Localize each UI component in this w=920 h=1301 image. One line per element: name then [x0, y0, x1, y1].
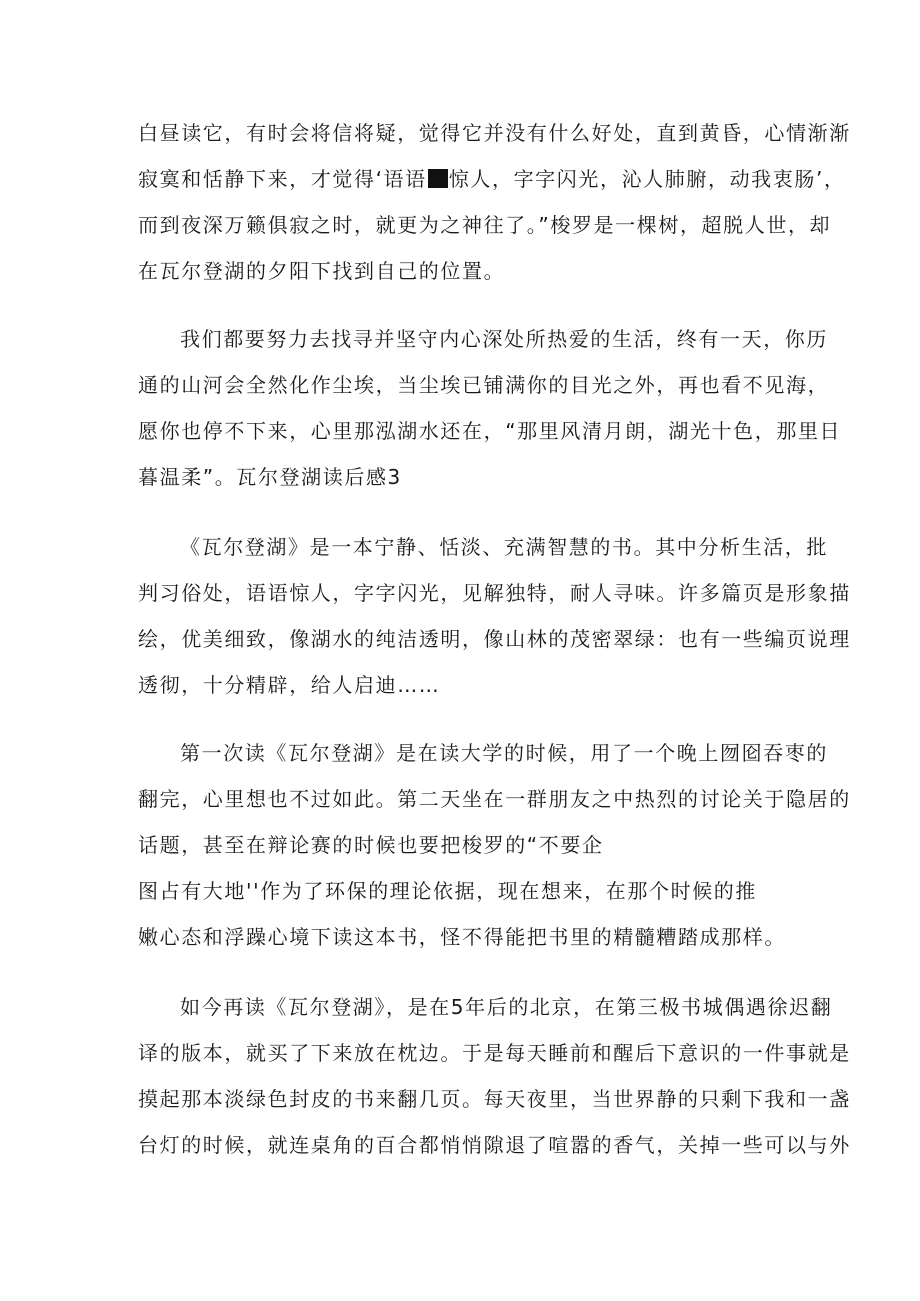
text-line: 通的山河会全然化作尘埃，当尘埃已铺满你的目光之外，再也看不见海， [138, 373, 830, 397]
text-line: 嫩心态和浮躁心境下读这本书，怪不得能把书里的精髓糟踏成那样。 [138, 925, 786, 949]
text-line: 而到夜深万籁俱寂之时，就更为之神往了。”梭罗是一棵树，超脱人世，却 [138, 213, 832, 237]
text-line: 透彻，十分精辟，给人启迪…… [138, 673, 441, 697]
text-line: 暮温柔”。瓦尔登湖读后感3 [138, 465, 402, 489]
text-line: 《瓦尔登湖》是一本宁静、恬淡、充满智慧的书。其中分析生活，批 [180, 535, 828, 559]
text-line: 话题，甚至在辩论赛的时候也要把梭罗的“不要企 [138, 833, 604, 857]
text-line: 摸起那本淡绿色封皮的书来翻几页。每天夜里，当世界静的只剩下我和一盏 [138, 1087, 851, 1111]
text-line: 判习俗处，语语惊人，字字闪光，见解独特，耐人寻味。许多篇页是形象描 [138, 581, 851, 605]
text-line: 愿你也停不下来，心里那泓湖水还在，“那里风清月朗，湖光十色，那里日 [138, 419, 842, 443]
text-line [138, 166, 846, 192]
text-line: 图占有大地''作为了环保的理论依据，现在想来，在那个时候的推 [138, 879, 757, 903]
redaction-block-icon [428, 169, 448, 188]
text-line: 如今再读《瓦尔登湖》，是在5年后的北京，在第三极书城偶遇徐迟翻 [180, 995, 833, 1019]
text-line: 台灯的时候，就连桌角的百合都悄悄隙退了喧嚣的香气，关掉一些可以与外 [138, 1133, 851, 1157]
text-line: 白昼读它，有时会将信将疑，觉得它并没有什么好处，直到黄昏，心情渐渐 [138, 121, 851, 145]
text-line: 在瓦尔登湖的夕阳下找到自己的位置。 [138, 259, 506, 283]
text-segment: 寂寞和恬静下来，才觉得‘语语 [138, 167, 427, 191]
text-line: 第一次读《瓦尔登湖》是在读大学的时候，用了一个晚上囫囵吞枣的 [180, 741, 828, 765]
text-line: 我们都要努力去找寻并坚守内心深处所热爱的生活，终有一天，你历 [180, 327, 828, 351]
text-segment: 惊人，字字闪光，沁人肺腑，动我衷肠’， [448, 167, 846, 191]
text-line: 译的版本，就买了下来放在枕边。于是每天睡前和醒后下意识的一件事就是 [138, 1041, 851, 1065]
text-line: 翻完，心里想也不过如此。第二天坐在一群朋友之中热烈的讨论关于隐居的 [138, 787, 851, 811]
text-line: 绘，优美细致，像湖水的纯洁透明，像山林的茂密翠绿：也有一些编页说理 [138, 627, 851, 651]
